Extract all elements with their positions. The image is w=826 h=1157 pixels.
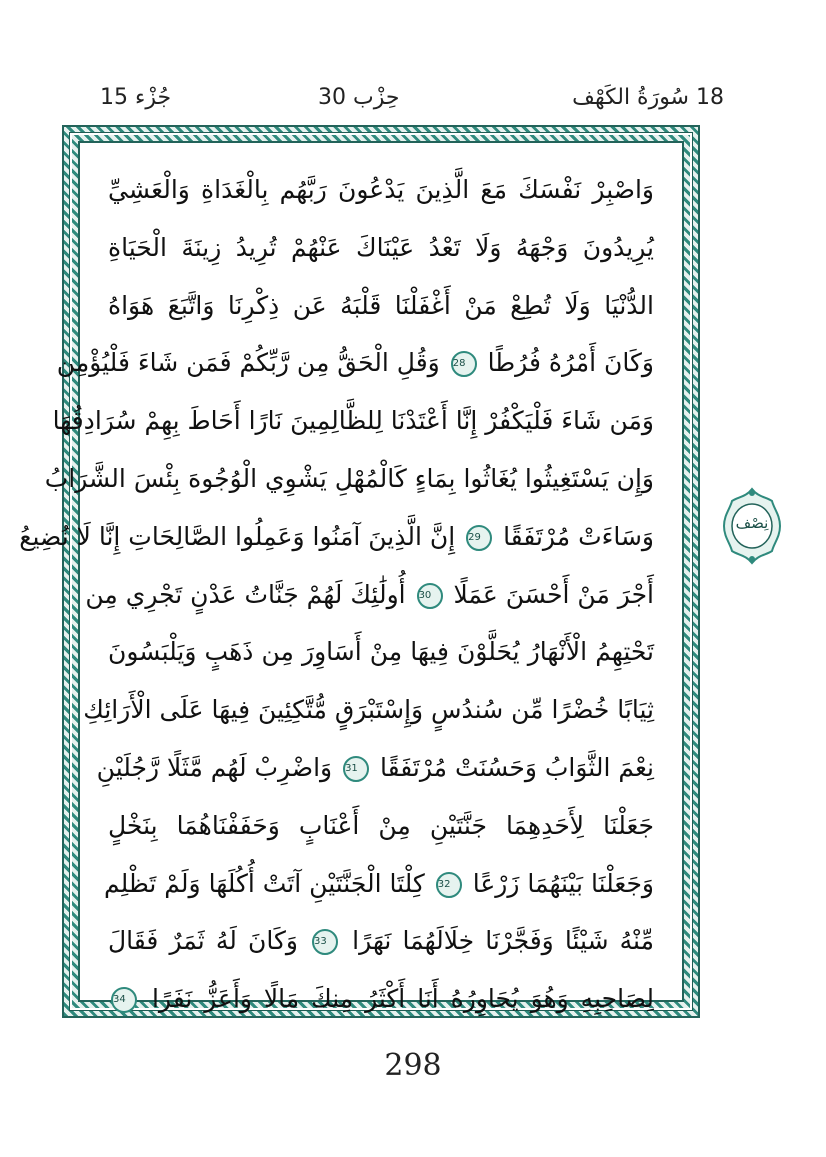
verse-line [108, 623, 654, 681]
juz-label: جُزْء 15 [100, 85, 172, 110]
ayah-number-marker: 29 [466, 525, 492, 551]
verse-line [85, 566, 654, 624]
verse-text: يُرِيدُونَ وَجْهَهُ وَلَا تَعْدُ عَيْنَاكَ عَنْهُمْ تُرِيدُ زِينَةَ الْحَيَاةِ [108, 232, 654, 262]
verse-text: وَمَن شَاءَ فَلْيَكْفُرْ إِنَّا أَعْتَدْنَا لِلظَّالِمِينَ نَارًا أَحَاطَ بِهِمْ سُرَادِقُهَا [52, 406, 654, 436]
verse-line [108, 219, 654, 277]
verse-line [108, 912, 654, 970]
verse-text: نِعْمَ الثَّوَابُ وَحَسُنَتْ مُرْتَفَقًا [380, 752, 654, 782]
verse-line [108, 161, 654, 219]
verse-text: إِنَّ الَّذِينَ آمَنُوا وَعَمِلُوا الصَّالِحَاتِ إِنَّا لَا نُضِيعُ [19, 521, 456, 551]
verse-text: وَجَعَلْنَا بَيْنَهُمَا زَرْعًا [472, 868, 654, 898]
verse-text: وَكَانَ لَهُ ثَمَرٌ فَقَالَ [108, 926, 298, 956]
ayah-number-marker: 34 [111, 987, 137, 1013]
verse-text: ثِيَابًا خُضْرًا مِّن سُندُسٍ وَإِسْتَبْرَقٍ مُّتَّكِئِينَ فِيهَا عَلَى الْأَرَائِكِ [83, 695, 654, 725]
ayah-number-marker: 28 [451, 351, 477, 377]
verse-line [44, 450, 654, 508]
verse-line [108, 797, 654, 855]
ayah-number-marker: 30 [417, 583, 443, 609]
verse-text: وَاصْبِرْ نَفْسَكَ مَعَ الَّذِينَ يَدْعُونَ رَبَّهُم بِالْغَدَاةِ وَالْعَشِيِّ [108, 175, 654, 204]
nisf-label: نِصْف [735, 514, 769, 532]
verse-text: أُولَٰئِكَ لَهُمْ جَنَّاتُ عَدْنٍ تَجْرِي مِن [85, 579, 406, 609]
page-number: 298 [384, 1048, 442, 1083]
verse-line [19, 508, 654, 566]
verse-text: الدُّنْيَا وَلَا تُطِعْ مَنْ أَغْفَلْنَا قَلْبَهُ عَن ذِكْرِنَا وَاتَّبَعَ هَوَاهُ [108, 290, 654, 320]
page-header [0, 78, 826, 118]
verse-text: وَكَانَ أَمْرُهُ فُرُطًا [487, 348, 654, 378]
verse-text: وَإِن يَسْتَغِيثُوا يُغَاثُوا بِمَاءٍ كَالْمُهْلِ يَشْوِي الْوُجُوهَ بِئْسَ الشَّرَابُ [44, 463, 654, 493]
verse-line [83, 681, 654, 739]
verse-text: وَسَاءَتْ مُرْتَفَقًا [503, 521, 654, 551]
verse-line [103, 855, 654, 913]
verse-text: مِّنْهُ شَيْئًا وَفَجَّرْنَا خِلَالَهُمَا نَهَرًا [352, 926, 654, 956]
verse-text: كِلْتَا الْجَنَّتَيْنِ آتَتْ أُكُلَهَا وَلَمْ تَظْلِم [103, 868, 425, 898]
verse-text: وَاضْرِبْ لَهُم مَّثَلًا رَّجُلَيْنِ [96, 752, 333, 782]
surah-title: 18 سُورَةُ الكَهْف [572, 85, 724, 110]
verse-text: تَحْتِهِمُ الْأَنْهَارُ يُحَلَّوْنَ فِيهَا مِنْ أَسَاوِرَ مِن ذَهَبٍ وَيَلْبَسُونَ [108, 637, 654, 667]
verse-line [108, 277, 654, 335]
verse-line [96, 739, 654, 797]
hizb-quarter-marker [722, 487, 782, 565]
ayah-number-marker: 33 [312, 929, 338, 955]
verse-text: لِصَاحِبِهِ وَهُوَ يُحَاوِرُهُ أَنَا أَكْثَرُ مِنكَ مَالًا وَأَعَزُّ نَفَرًا [151, 984, 654, 1014]
verse-line [52, 392, 654, 450]
verse-line [56, 334, 654, 392]
verse-line [108, 970, 654, 1028]
hizb-label: حِزْب 30 [318, 85, 400, 110]
quran-text-area [19, 141, 684, 1014]
ayah-number-marker: 32 [436, 872, 462, 898]
ornamental-frame [19, 125, 700, 1018]
verse-text: جَعَلْنَا لِأَحَدِهِمَا جَنَّتَيْنِ مِنْ أَعْنَابٍ وَحَفَفْنَاهُمَا بِنَخْلٍ [108, 810, 654, 840]
ayah-number-marker: 31 [343, 756, 369, 782]
verse-text: وَقُلِ الْحَقُّ مِن رَّبِّكُمْ فَمَن شَاءَ فَلْيُؤْمِن [56, 348, 440, 378]
verse-text: أَجْرَ مَنْ أَحْسَنَ عَمَلًا [453, 579, 654, 609]
